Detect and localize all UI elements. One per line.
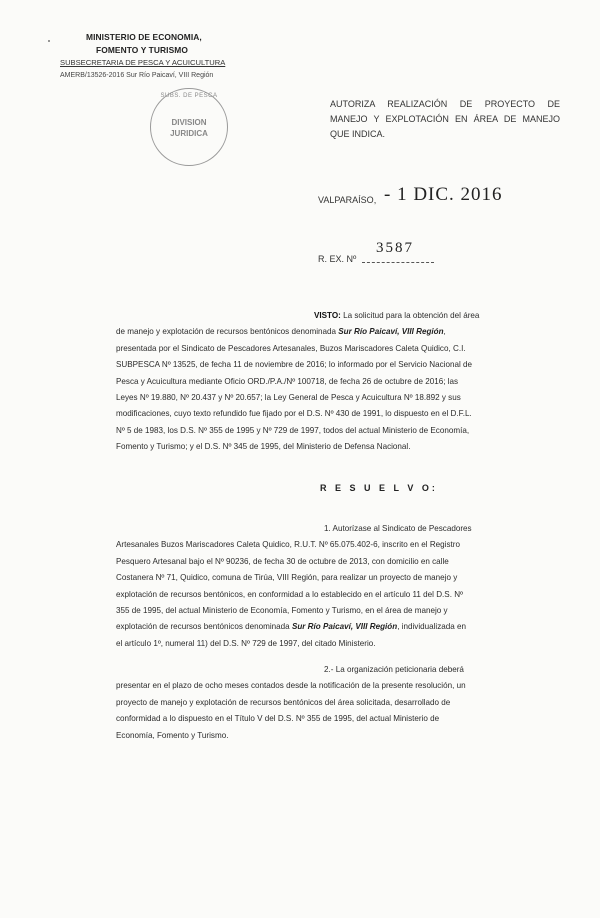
subsecretaria-line: SUBSECRETARIA DE PESCA Y ACUICULTURA [60, 58, 226, 67]
stamp-line-1: DIVISION [171, 118, 207, 127]
scan-speck [48, 40, 50, 42]
item-2-line-4: conformidad a lo dispuesto en el Título V del D.S. Nº 355 de 1995, del actual Ministerio de [116, 714, 440, 724]
visto-line-4: SUBPESCA Nº 13525, de fecha 11 de noviembre de 2016; lo informado por el Servicio Nacional de [116, 360, 472, 370]
resolution-number-line [362, 262, 434, 263]
item-1-line-1: 1. Autorízase al Sindicato de Pescadores [324, 524, 472, 533]
resolution-label: R. EX. Nº [318, 254, 357, 264]
visto-line-3: presentada por el Sindicato de Pescadores Artesanales, Buzos Mariscadores Caleta Quidico, C.I. [116, 343, 466, 353]
item-2-paragraph [116, 662, 540, 744]
item-2-line-5: Economía, Fomento y Turismo. [116, 730, 229, 740]
item-1-line-7: explotación de recursos bentónicos denominada Sur Río Paicaví, VIII Región, individualizada en [116, 622, 467, 632]
item-1-line-8: el artículo 1º, numeral 11) del D.S. Nº 729 de 1997, del citado Ministerio. [116, 638, 376, 648]
visto-line-7: modificaciones, cuyo texto refundido fue fijado por el D.S. Nº 430 de 1991, lo dispuesto en el D.F.L. [116, 409, 472, 419]
reference-code: AMERB/13526-2016 Sur Río Paicaví, VIII Región [60, 72, 214, 79]
stamp-line-2: JURIDICA [170, 129, 208, 138]
visto-line-6: Leyes Nº 19.880, Nº 20.437 y Nº 20.657; la Ley General de Pesca y Acuicultura Nº 18.892 y sus [116, 393, 461, 403]
item-1-line-6: 355 de 1995, del actual Ministerio de Economía, Fomento y Turismo, en el área de manejo y [116, 606, 448, 616]
resolution-number: 3587 [376, 240, 414, 256]
item-2-line-3: proyecto de manejo y explotación de recursos bentónicos del área solicitada, desarrollado de [116, 697, 451, 707]
stamp-arc-text: SUBS. DE PESCA [160, 93, 218, 99]
item-2-line-1: 2.- La organización peticionaria deberá [324, 665, 464, 674]
item-2-line-2: presentar en el plazo de ocho meses contados desde la notificación de la presente resolución, un [116, 681, 466, 691]
visto-line-9: Fomento y Turismo; y el D.S. Nº 345 de 1995, del Ministerio de Defensa Nacional. [116, 442, 411, 452]
ministry-line-2: FOMENTO Y TURISMO [96, 45, 188, 55]
date-stamp: - 1 DIC. 2016 [384, 184, 503, 205]
visto-line-2: de manejo y explotación de recursos bentónicos denominada Sur Río Paicaví, VIII Región, [116, 327, 446, 337]
resuelvo-heading: R E S U E L V O: [320, 483, 438, 493]
division-juridica-stamp [150, 88, 228, 166]
ministry-line-1: MINISTERIO DE ECONOMIA, [86, 32, 202, 42]
item-1-line-2: Artesanales Buzos Mariscadores Caleta Quidico, R.U.T. Nº 65.075.402-6, inscrito en el Registro [116, 540, 460, 550]
visto-paragraph [116, 308, 540, 456]
place-label: VALPARAÍSO, [318, 195, 377, 205]
item-1-line-4: Costanera Nº 71, Quidico, comuna de Tirúa, VIII Región, para realizar un proyecto de manejo y [116, 573, 458, 583]
item-1-paragraph [116, 521, 540, 652]
item-1-line-5: explotación de recursos bentónicos, en conformidad a lo establecido en el artículo 11 del D.S. Nº [116, 589, 463, 599]
visto-line-1: La solicitud para la obtención del área [343, 311, 480, 320]
visto-label: VISTO: [314, 311, 341, 320]
item-1-line-3: Pesquero Artesanal bajo el Nº 90236, de fecha 30 de octubre de 2013, con domicilio en calle [116, 556, 449, 566]
document-title: AUTORIZA REALIZACIÓN DE PROYECTO DE MANEJO Y EXPLOTACIÓN EN ÁREA DE MANEJO QUE INDICA. [330, 99, 560, 139]
visto-line-5: Pesca y Acuicultura mediante Oficio ORD./P.A./Nº 100718, de fecha 26 de octubre de 2016; las [116, 376, 459, 386]
visto-line-8: Nº 5 de 1983, los D.S. Nº 355 de 1995 y Nº 729 de 1997, todos del actual Ministerio de Economía, [116, 425, 470, 435]
